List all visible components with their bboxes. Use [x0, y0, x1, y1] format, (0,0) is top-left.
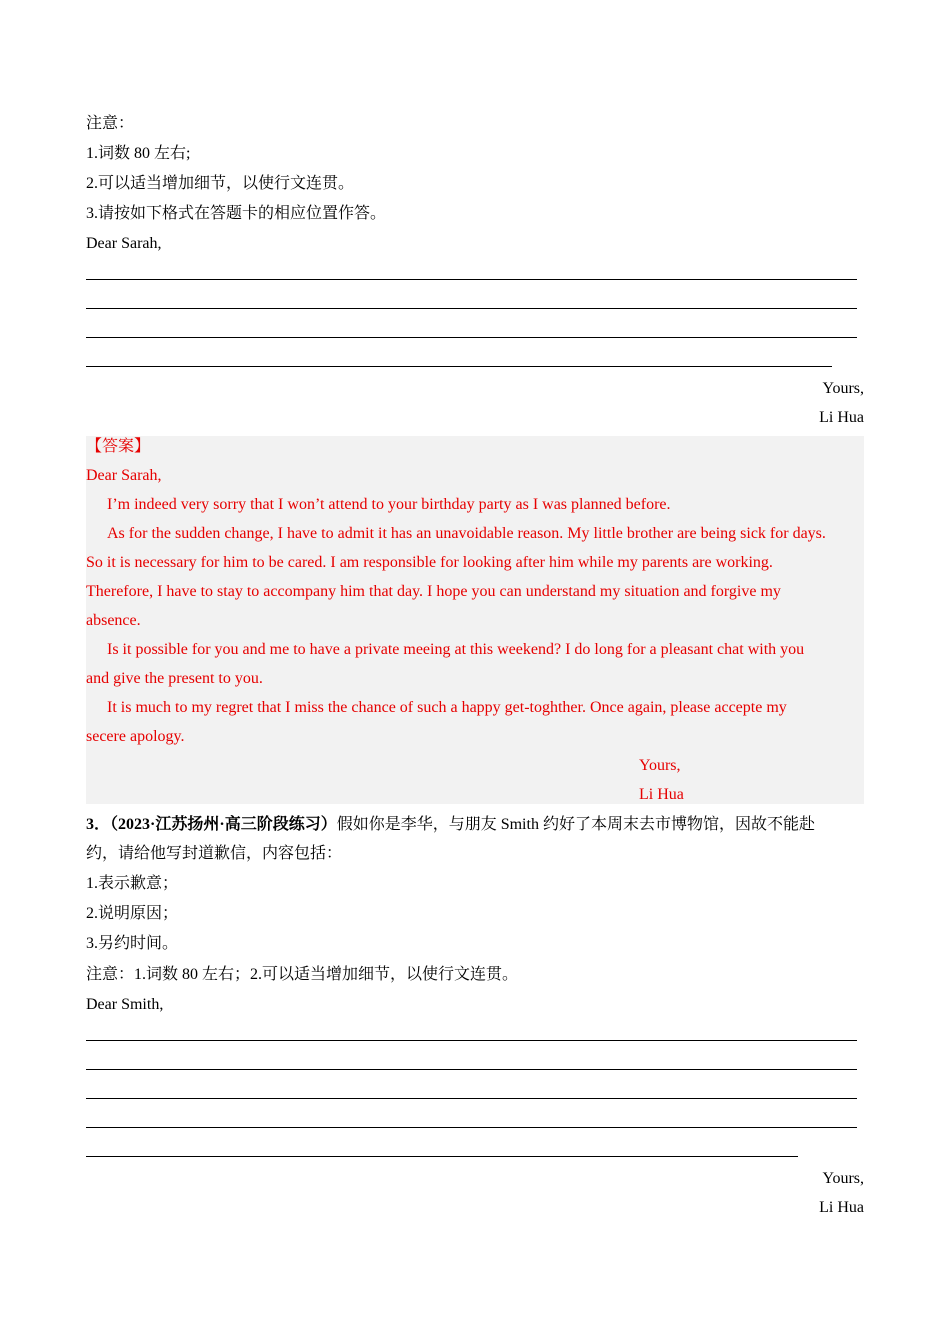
note-label: 注意：: [86, 115, 135, 132]
answer-line: absence.: [86, 612, 141, 629]
letter-signature: Li Hua: [819, 409, 864, 426]
answer-line: and give the present to you.: [86, 670, 263, 687]
note-item: 2.可以适当增加细节，以使行文连贯。: [86, 175, 355, 192]
answer-greeting: Dear Sarah,: [86, 467, 162, 484]
answer-line: I’m indeed very sorry that I won’t attend to your birthday party as I was planned before.: [107, 496, 671, 513]
content-point: 3.另约时间。: [86, 935, 179, 952]
content-point: 2.说明原因；: [86, 905, 179, 922]
answer-closing: Yours,: [639, 757, 681, 774]
answer-line: secere apology.: [86, 728, 185, 745]
answer-box: [86, 436, 864, 804]
answer-line: Is it possible for you and me to have a private meeing at this weekend? I do long for a pleasant chat with you: [107, 641, 805, 658]
answer-blank-line: [86, 1098, 857, 1099]
answer-line: Therefore, I have to stay to accompany him that day. I hope you can understand my situation and forgive my: [86, 583, 781, 600]
answer-line: So it is necessary for him to be cared. I am responsible for looking after him while my parents are working.: [86, 554, 773, 571]
letter-signature: Li Hua: [819, 1199, 864, 1216]
answer-blank-line: [86, 337, 857, 338]
question-number: 3．: [86, 816, 111, 833]
content-point: 1.表示歉意；: [86, 875, 179, 892]
answer-blank-line: [86, 1156, 798, 1157]
letter-greeting: Dear Smith,: [86, 996, 164, 1013]
answer-blank-line: [86, 1127, 857, 1128]
answer-label: 【答案】: [86, 438, 151, 455]
answer-blank-line: [86, 1069, 857, 1070]
answer-line: As for the sudden change, I have to admit it has an unavoidable reason. My little brother are being sick for days.: [107, 525, 826, 542]
letter-greeting: Dear Sarah,: [86, 235, 162, 252]
question-prompt-cont: 约，请给他写封道歉信，内容包括：: [86, 845, 343, 862]
answer-blank-line: [86, 1040, 857, 1041]
answer-signature: Li Hua: [639, 786, 684, 803]
answer-line: It is much to my regret that I miss the chance of such a happy get-toghther. Once again, please accepte my: [107, 699, 787, 716]
note-item: 1.词数 80 左右;: [86, 145, 191, 162]
answer-blank-line: [86, 308, 857, 309]
question-prompt: 假如你是李华，与朋友 Smith 约好了本周末去市博物馆，因故不能赴: [336, 816, 815, 833]
question-3-line1: [86, 815, 815, 835]
question-note: 注意：1.词数 80 左右；2.可以适当增加细节，以使行文连贯。: [86, 966, 519, 983]
question-source: （2023·江苏扬州·高三阶段练习）: [110, 816, 337, 833]
letter-closing: Yours,: [822, 380, 864, 397]
note-item: 3.请按如下格式在答题卡的相应位置作答。: [86, 205, 387, 222]
answer-blank-line: [86, 279, 857, 280]
answer-blank-line: [86, 366, 832, 367]
letter-closing: Yours,: [822, 1170, 864, 1187]
